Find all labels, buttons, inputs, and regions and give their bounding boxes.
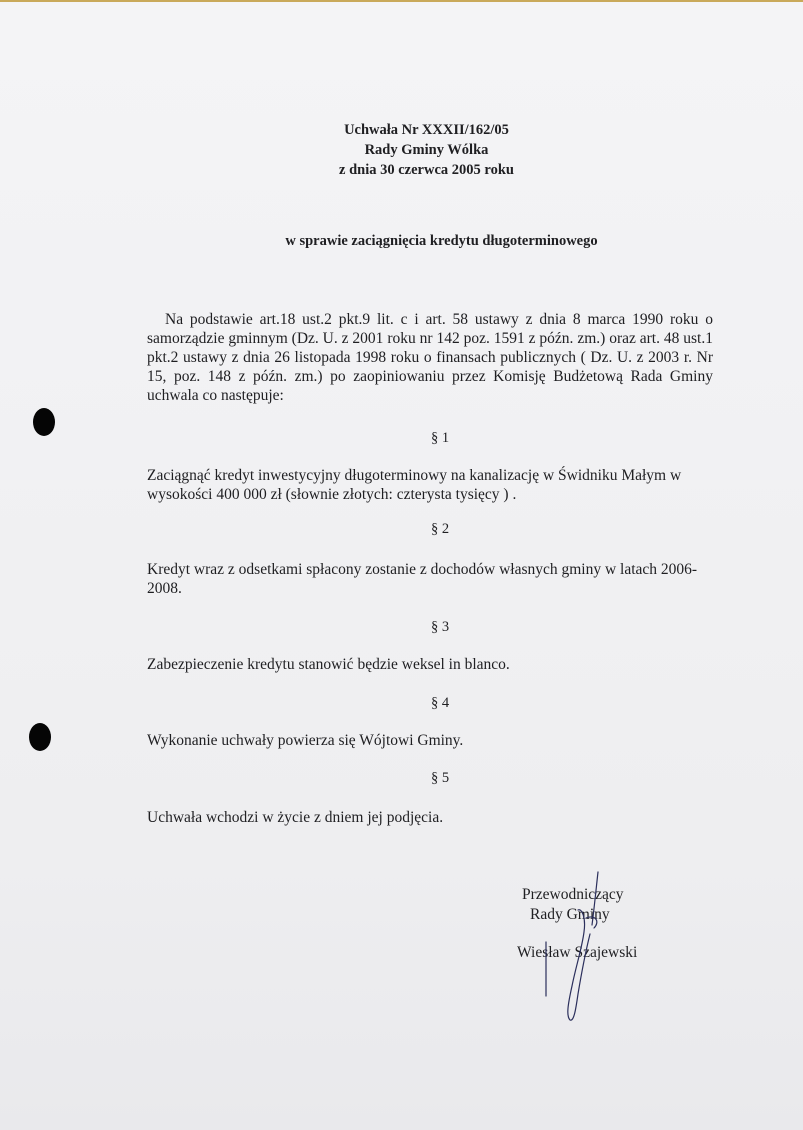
section-4-text: Wykonanie uchwały powierza się Wójtowi Gminy.: [147, 732, 464, 749]
punch-hole-top: [33, 408, 55, 436]
section-3-mark: § 3: [430, 619, 450, 635]
section-5-mark: § 5: [430, 770, 450, 786]
resolution-subject: w sprawie zaciągnięcia kredytu długoterminowego: [285, 233, 598, 249]
section-3-text: Zabezpieczenie kredytu stanowić będzie weksel in blanco.: [147, 656, 510, 673]
signature-council: Rady Gminy: [530, 906, 610, 923]
section-4-mark: § 4: [430, 695, 450, 711]
punch-hole-bottom: [29, 723, 51, 751]
section-2-mark: § 2: [430, 521, 450, 537]
council-name: Rady Gminy Wólka: [364, 142, 489, 158]
section-2-text: Kredyt wraz z odsetkami spłacony zostanie z dochodów własnych gminy w latach 2006-2008.: [147, 561, 698, 597]
section-1-mark: § 1: [430, 430, 450, 446]
preamble-paragraph: Na podstawie art.18 ust.2 pkt.9 lit. c i art. 58 ustawy z dnia 8 marca 1990 roku o samorządzie gminnym (Dz. U. z 2001 roku nr 142 poz. 1591 z późn. zm.) oraz art. 48 ust.1 pkt.2 ustawy z dnia 26 listopada 1998 roku o finansach publicznych ( Dz. U. z 2003 r. Nr 15, poz. 148 z późn. zm.) po zaopiniowaniu przez Komisję Budżetową Rada Gminy uchwala co następuje:: [147, 311, 713, 404]
section-5-text: Uchwała wchodzi w życie z dniem jej podjęcia.: [147, 809, 444, 826]
signature-title: Przewodniczący: [522, 886, 624, 903]
resolution-number: Uchwała Nr XXXII/162/05: [344, 122, 509, 138]
handwritten-signature: [520, 870, 630, 1030]
signature-name: Wiesław Szajewski: [517, 944, 638, 961]
section-1-text: Zaciągnąć kredyt inwestycyjny długoterminowy na kanalizację w Świdniku Małym w wysokości 400 000 zł (słownie złotych: czterysta tysięcy ) .: [147, 467, 682, 503]
resolution-date: z dnia 30 czerwca 2005 roku: [339, 162, 514, 178]
